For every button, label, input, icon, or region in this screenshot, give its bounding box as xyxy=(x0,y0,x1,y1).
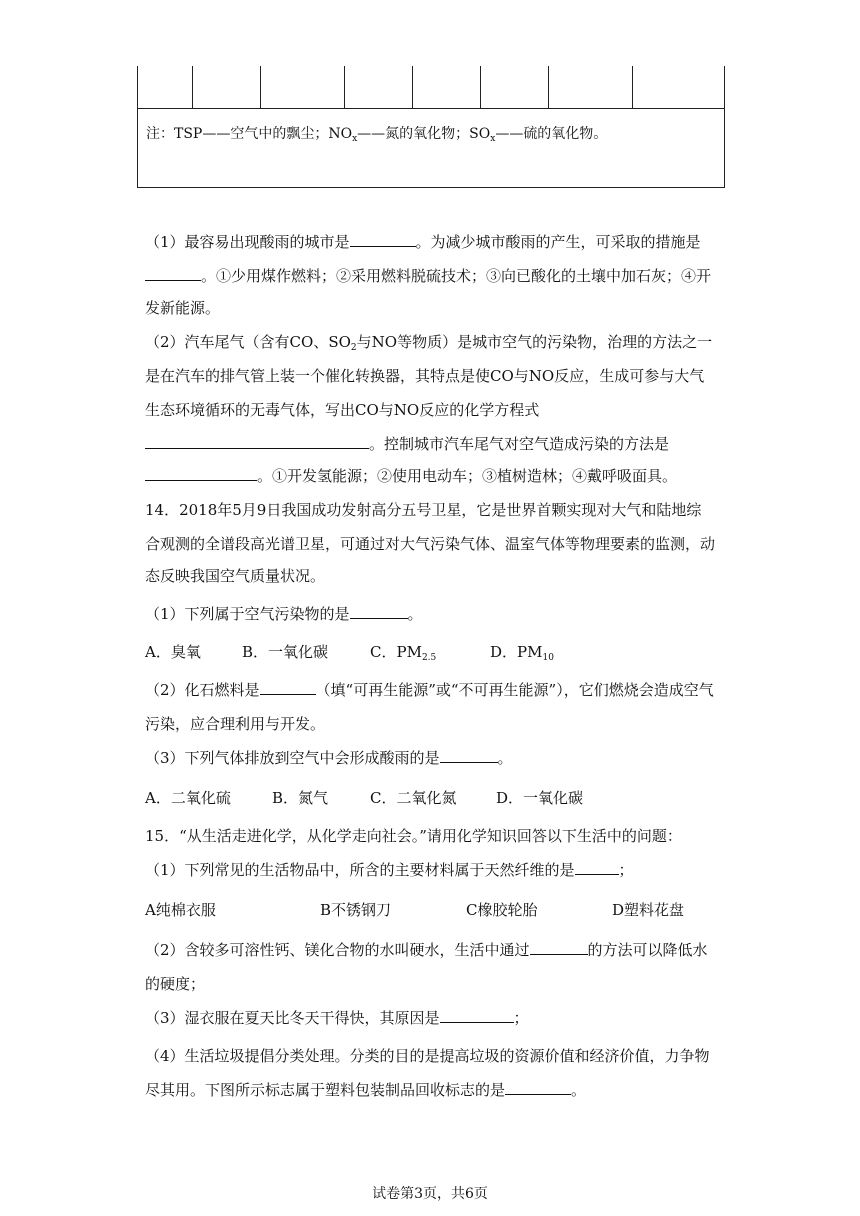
q15-part2-line2: 的硬度； xyxy=(145,975,206,993)
answer-blank[interactable] xyxy=(145,436,369,449)
q15-option-a[interactable]: A纯棉衣服 xyxy=(145,901,216,919)
q14-option-b[interactable]: B．一氧化碳 xyxy=(242,643,329,661)
table-divider xyxy=(548,66,549,108)
q13-part2-line3: 生态环境循环的无毒气体，写出CO与NO反应的化学方程式 xyxy=(145,401,540,419)
q14-p3-option-b[interactable]: B．氮气 xyxy=(272,789,329,807)
page-footer: 试卷第3页，共6页 xyxy=(372,1186,488,1202)
table-divider xyxy=(192,66,193,108)
q14-stem-line1: 14．2018年5月9日我国成功发射高分五号卫星，它是世界首颗实现对大气和陆地综 xyxy=(145,501,702,519)
q14-stem-line3: 态反映我国空气质量状况。 xyxy=(145,567,326,585)
answer-blank[interactable] xyxy=(260,682,316,695)
q14-p3-option-d[interactable]: D．一氧化碳 xyxy=(496,789,584,807)
q15-stem: 15．“从生活走进化学，从化学走向社会。”请用化学知识回答以下生活中的问题： xyxy=(145,827,682,845)
q13-part1-line3: 发新能源。 xyxy=(145,299,221,317)
q14-part3: （3）下列气体排放到空气中会形成酸雨的是 。 xyxy=(145,749,513,767)
answer-blank[interactable] xyxy=(505,1082,571,1095)
q14-part2-line1: （2）化石燃料是 （填“可再生能源”或“不可再生能源”），它们燃烧会造成空气 xyxy=(145,681,714,699)
answer-blank[interactable] xyxy=(575,862,619,875)
q15-part4-line1: （4）生活垃圾提倡分类处理。分类的目的是提高垃圾的资源价值和经济价值，力争物 xyxy=(145,1047,710,1065)
q13-part1-line2: 。①少用煤作燃料；②采用燃料脱硫技术；③向已酸化的土壤中加石灰；④开 xyxy=(145,266,711,286)
q13-part2-line4: 。控制城市汽车尾气对空气造成污染的方法是 xyxy=(145,434,669,454)
answer-blank[interactable] xyxy=(350,606,408,619)
q13-part2-line1: （2）汽车尾气（含有CO、$SO_2$与NO等物质）是城市空气的污染物，治理的方法之一 xyxy=(145,333,713,353)
q15-part4-line2: 尽其用。下图所示标志属于塑料包装制品回收标志的是 。 xyxy=(145,1081,587,1099)
q14-option-d[interactable]: D．$PM_{10}$ xyxy=(490,643,554,663)
q14-part1: （1）下列属于空气污染物的是 。 xyxy=(145,605,423,623)
q13-part2-line2: 是在汽车的排气管上装一个催化转换器，其特点是使CO与NO反应，生成可参与大气 xyxy=(145,367,705,385)
table-divider xyxy=(480,66,481,108)
q14-option-a[interactable]: A．臭氧 xyxy=(145,643,201,661)
answer-blank[interactable] xyxy=(145,268,201,281)
q15-option-d[interactable]: D塑料花盘 xyxy=(612,901,685,919)
q13-part1-line1: （1）最容易出现酸雨的城市是 。为减少城市酸雨的产生，可采取的措施是 xyxy=(145,233,701,251)
answer-blank[interactable] xyxy=(440,750,498,763)
answer-blank[interactable] xyxy=(145,468,257,481)
answer-blank[interactable] xyxy=(530,942,588,955)
q14-option-c[interactable]: C．$PM_{2.5}$ xyxy=(370,643,437,663)
table-divider xyxy=(260,66,261,108)
table-row xyxy=(138,66,724,109)
q15-part1: （1）下列常见的生活物品中，所含的主要材料属于天然纤维的是 ； xyxy=(145,861,634,879)
q14-part2-line2: 污染，应合理利用与开发。 xyxy=(145,715,326,733)
q13-part2-line5: 。①开发氢能源；②使用电动车；③植树造林；④戴呼吸面具。 xyxy=(145,466,677,486)
answer-blank[interactable] xyxy=(350,234,416,247)
q15-option-c[interactable]: C橡胶轮胎 xyxy=(466,901,538,919)
pollution-data-table xyxy=(137,66,725,188)
q15-part2-line1: （2）含较多可溶性钙、镁化合物的水叫硬水，生活中通过 的方法可以降低水 xyxy=(145,941,708,959)
q14-p3-option-a[interactable]: A．二氧化硫 xyxy=(145,789,231,807)
q15-part3: （3）湿衣服在夏天比冬天干得快，其原因是 ； xyxy=(145,1009,529,1027)
table-note: 注：TSP——空气中的飘尘；$NO_x——$氮的氧化物；$SO_x——$硫的氧化物。 xyxy=(146,126,608,144)
table-divider xyxy=(344,66,345,108)
q14-p3-option-c[interactable]: C．二氧化氮 xyxy=(370,789,457,807)
answer-blank[interactable] xyxy=(440,1010,514,1023)
table-divider xyxy=(412,66,413,108)
q14-stem-line2: 合观测的全谱段高光谱卫星，可通过对大气污染气体、温室气体等物理要素的监测，动 xyxy=(145,535,716,553)
q15-option-b[interactable]: B不锈钢刀 xyxy=(320,901,392,919)
table-divider xyxy=(632,66,633,108)
